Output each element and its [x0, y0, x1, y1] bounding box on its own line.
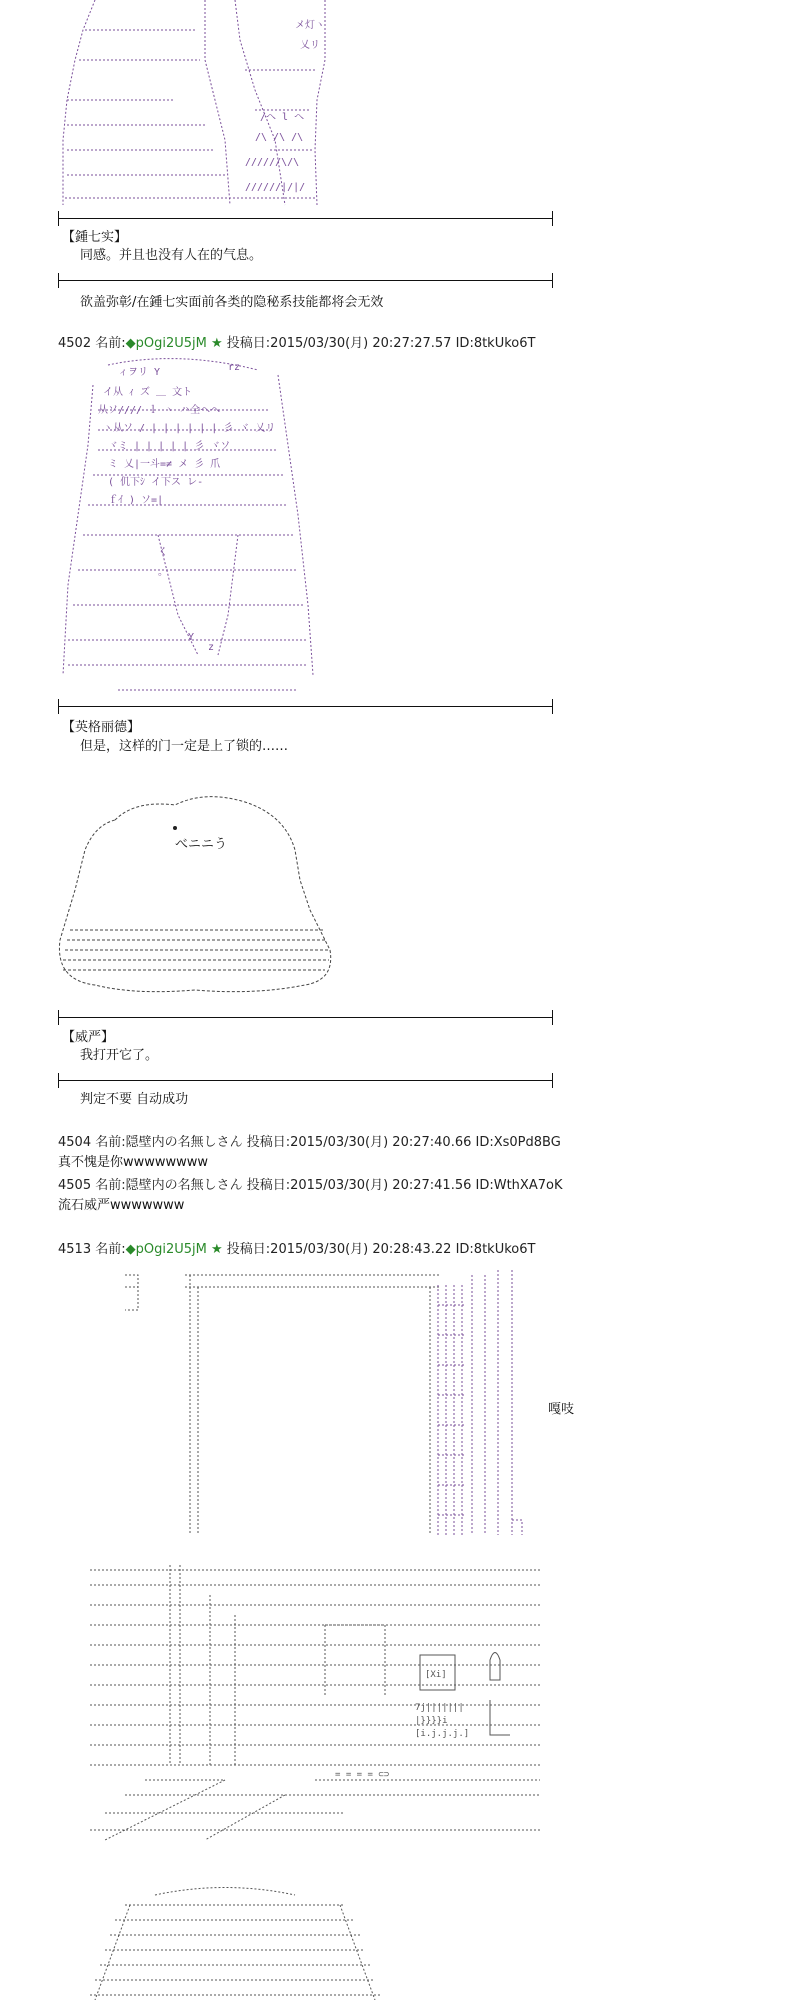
svg-text:= = = = ⊂⊃: = = = = ⊂⊃	[335, 1770, 390, 1780]
trip-mark: ◆	[125, 336, 136, 351]
svg-text://////\/\: //////\/\	[245, 157, 300, 168]
tripcode: pOgi2U5jM	[135, 1242, 207, 1257]
svg-text:Y: Y	[188, 632, 195, 643]
tripcode: pOgi2U5jM	[135, 336, 207, 351]
svg-text:7j|||||||: 7j|||||||	[415, 1703, 464, 1713]
svg-text:z: z	[208, 642, 215, 653]
post-date: 投稿日:2015/03/30(月) 20:28:43.22 ID:8tkUko6T	[226, 1242, 536, 1257]
post-header-4513	[58, 1242, 535, 1258]
name-label: 名前:	[95, 1242, 126, 1257]
ascii-art-room	[85, 1565, 545, 1855]
post-body-4504: 真不愧是你wwwwwwww	[58, 1155, 209, 1170]
blob-mouth-text: べニニう	[175, 837, 228, 852]
svg-text:メ灯ヽ: メ灯ヽ	[295, 20, 325, 31]
speaker-label: 【威严】	[62, 1030, 115, 1045]
post-body-4505: 流石威严wwwwwww	[58, 1198, 185, 1213]
svg-text:乂リ: 乂リ	[300, 40, 320, 51]
trip-mark: ◆	[125, 1242, 136, 1257]
svg-text:ヽ从ソ / | | | | | | 彡 ヾ 乂リ: ヽ从ソ / | | | | | | 彡 ヾ 乂リ	[103, 423, 276, 434]
ascii-art-figure-top	[55, 0, 345, 210]
narration-text: 判定不要 自动成功	[80, 1092, 189, 1107]
svg-text:|}}}}i: |}}}}i	[415, 1716, 448, 1726]
ascii-art-figure-girl	[58, 355, 328, 705]
svg-text:/\ /\ /\: /\ /\ /\	[255, 132, 304, 143]
svg-text:ｆｲ ) ソ=|: ｆｲ ) ソ=|	[108, 495, 164, 506]
post-date: 投稿日:2015/03/30(月) 20:27:27.57	[226, 336, 452, 351]
svg-text:从ソ//// ｌ ヽ ハ全ヘヘ: 从ソ//// ｌ ヽ ハ全ヘヘ	[98, 405, 221, 416]
svg-text:。: 。	[158, 567, 168, 578]
dialogue-line: 我打开它了。	[80, 1048, 159, 1063]
svg-text:イ从 ｨ ズ ＿ 文ト: イ从 ｨ ズ ＿ 文ト	[103, 387, 193, 398]
svg-text:ミ 乂|一斗=≠ メ 彡 爪: ミ 乂|一斗=≠ メ 彡 爪	[108, 459, 221, 470]
svg-text://////|/|/: //////|/|/	[245, 182, 306, 193]
post-number: 4502	[58, 336, 92, 351]
svg-text:ィヲリ Y: ィヲリ Y	[118, 367, 161, 378]
svg-text:rz: rz	[228, 362, 241, 373]
ascii-art-door	[120, 1265, 540, 1545]
svg-text:/へ l へ: /へ l へ	[260, 112, 305, 123]
narration-text: 欲盖弥彰/在鍾七实面前各类的隐秘系技能都将会无效	[80, 295, 384, 310]
divider-line	[58, 706, 553, 707]
svg-text:[Xi]: [Xi]	[425, 1670, 447, 1680]
divider-line	[58, 218, 553, 219]
svg-text:( 仉下ｼ イ下ス レ-: ( 仉下ｼ イ下ス レ-	[108, 477, 204, 488]
svg-text:ヾミ | | | | | 彡 ヾソ: ヾミ | | | | | 彡 ヾソ	[108, 441, 231, 452]
star-icon: ★	[211, 1242, 223, 1257]
name-label: 名前:	[95, 336, 126, 351]
divider-line	[58, 1080, 553, 1081]
dialogue-line: 同感。并且也没有人在的气息。	[80, 248, 263, 263]
svg-text:く: く	[158, 547, 168, 558]
post-id: ID:8tkUko6T	[455, 336, 536, 351]
post-header-4504: 4504 名前:隠壁内の名無しさん 投稿日:2015/03/30(月) 20:27:40.66 ID:Xs0Pd8BG	[58, 1135, 561, 1150]
post-header-4502	[58, 336, 535, 352]
divider-line	[58, 280, 553, 281]
post-header-4505: 4505 名前:隠壁内の名無しさん 投稿日:2015/03/30(月) 20:27:41.56 ID:WthXA7oK	[58, 1178, 563, 1193]
divider-line	[58, 1017, 553, 1018]
ascii-art-blob	[55, 790, 345, 1005]
ascii-art-figure-bottom	[85, 1885, 385, 2000]
svg-text:[i.j.j.j.]: [i.j.j.j.]	[415, 1729, 470, 1739]
sound-effect-text: 嘎吱	[548, 1402, 575, 1417]
speaker-label: 【英格丽德】	[62, 720, 141, 735]
dialogue-line: 但是，这样的门一定是上了锁的……	[80, 739, 289, 754]
speaker-label: 【鍾七实】	[62, 230, 128, 245]
post-number: 4513	[58, 1242, 92, 1257]
star-icon: ★	[211, 336, 223, 351]
